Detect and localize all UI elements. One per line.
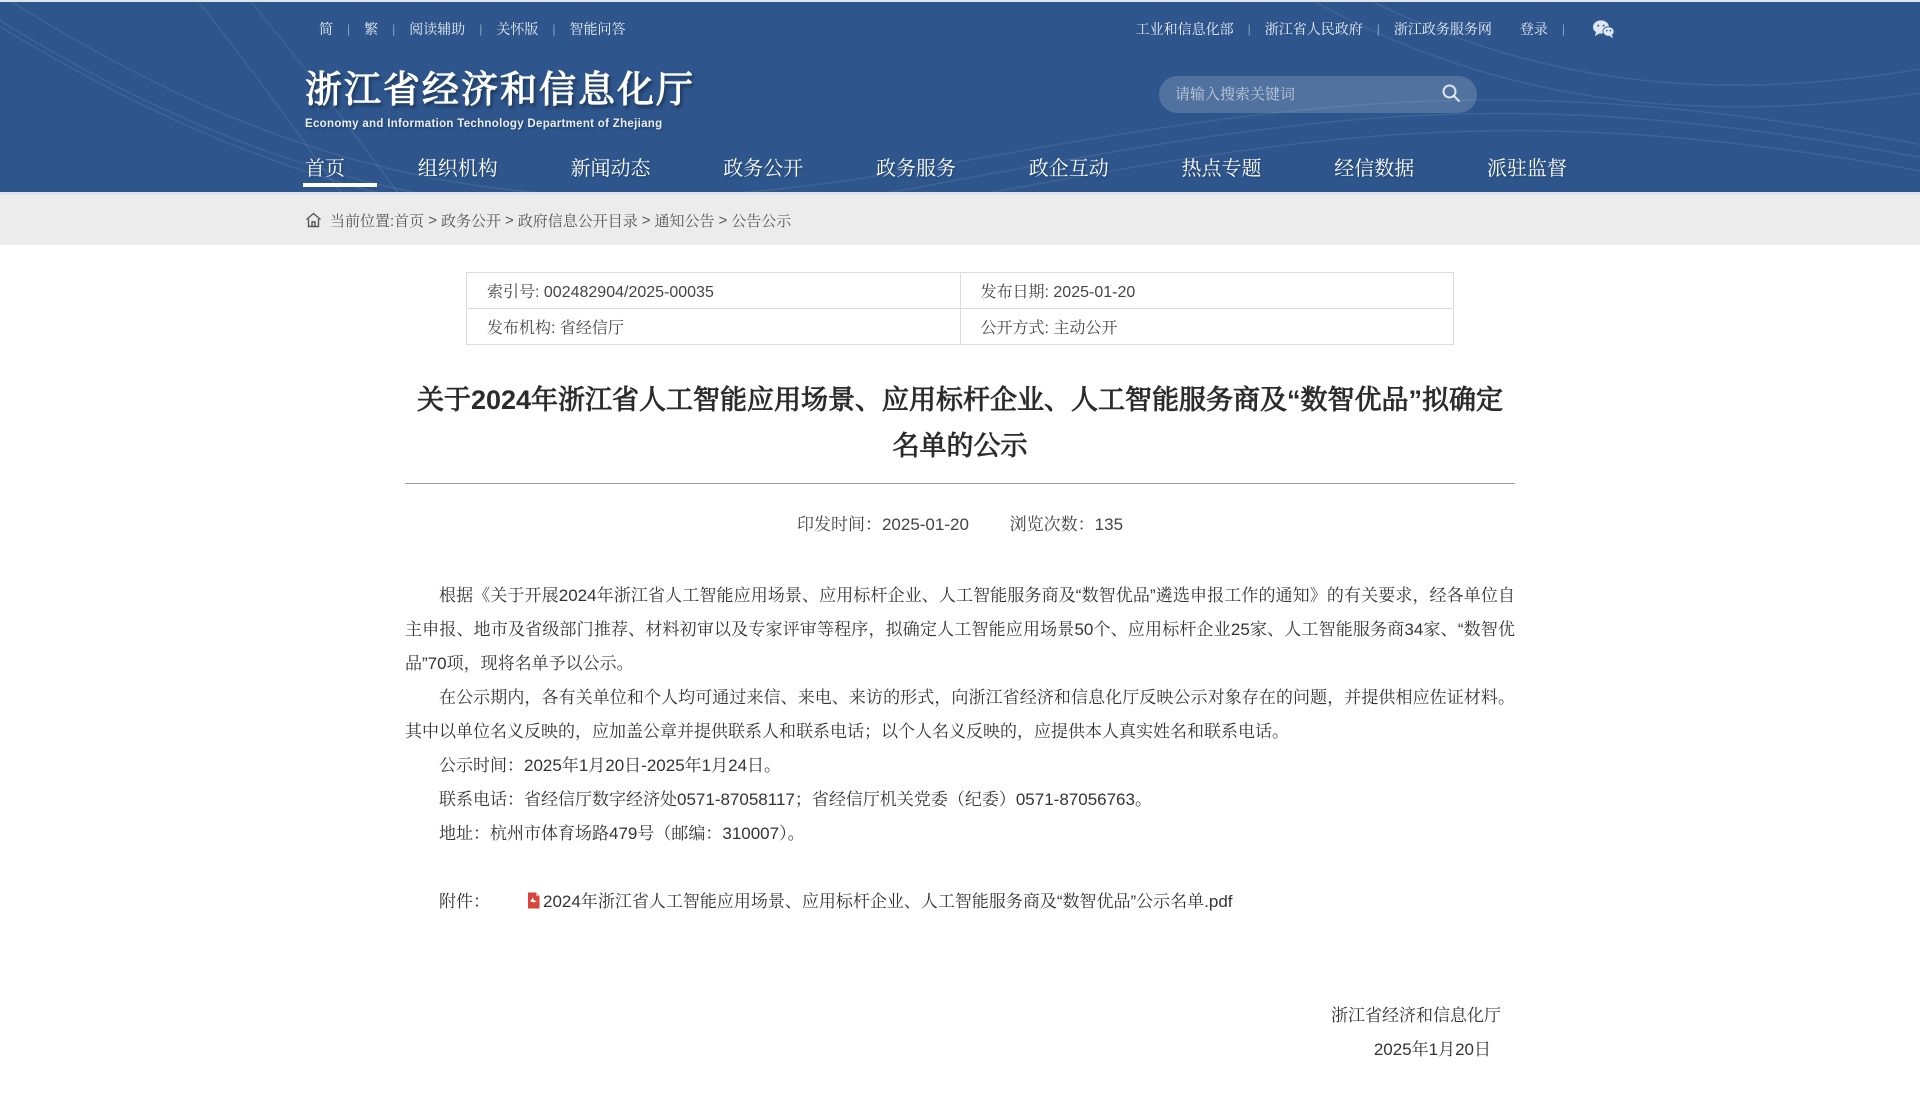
meta-cell-pub-date — [960, 273, 1454, 309]
attachment-label: 附件： — [439, 892, 490, 911]
login-link[interactable]: 登录 — [1519, 21, 1548, 37]
nav-item-gov-disclosure[interactable]: 政务公开 — [723, 157, 804, 180]
meta-value: 主动公开 — [1053, 320, 1118, 337]
doc-meta-line — [405, 510, 1515, 535]
meta-cell-open-mode — [960, 309, 1454, 345]
attachment-link[interactable]: 2024年浙江省人工智能应用场景、应用标杆企业、人工智能服务商及“数智优品”公示名单.pdf — [543, 892, 1233, 911]
signature-block — [405, 999, 1515, 1067]
table-row — [467, 309, 1454, 345]
article-body — [405, 579, 1515, 1067]
signature-org: 浙江省经济和信息化厅 — [1331, 1006, 1501, 1025]
site-subtitle: Economy and Information Technology Department of Zhejiang — [305, 117, 663, 130]
nav-item-data[interactable]: 经信数据 — [1334, 157, 1415, 180]
article-content — [405, 272, 1515, 1107]
view-count: 浏览次数：135 — [1009, 515, 1124, 534]
breadcrumb-separator: > — [718, 211, 728, 229]
nav-item-organization[interactable]: 组织机构 — [417, 157, 498, 180]
meta-label: 发布机构: — [487, 320, 556, 337]
site-header — [0, 0, 1920, 192]
main-nav — [305, 140, 1567, 192]
home-icon — [305, 212, 322, 228]
meta-label: 索引号: — [487, 284, 540, 301]
nav-item-supervision[interactable]: 派驻监督 — [1487, 157, 1567, 180]
nav-item-gov-enterprise[interactable]: 政企互动 — [1028, 157, 1109, 180]
topbar-separator: | — [1561, 22, 1565, 36]
pdf-icon — [492, 887, 541, 921]
topbar-link-reading-aid[interactable]: 阅读辅助 — [409, 21, 466, 37]
topbar-separator: | — [392, 22, 396, 36]
breadcrumb-bar — [0, 192, 1920, 245]
topbar — [305, 10, 1615, 48]
meta-value: 省经信厅 — [559, 320, 624, 337]
breadcrumb-announcements[interactable]: 公告公示 — [731, 212, 792, 230]
site-logo[interactable] — [305, 59, 695, 130]
nav-item-news[interactable]: 新闻动态 — [570, 157, 651, 180]
meta-label: 公开方式: — [980, 320, 1049, 337]
wechat-icon[interactable] — [1591, 19, 1615, 39]
topbar-left-links — [305, 19, 640, 39]
nav-item-gov-services[interactable]: 政务服务 — [876, 157, 956, 180]
topbar-link-zj-gov[interactable]: 浙江省人民政府 — [1264, 21, 1363, 37]
document-meta-table — [466, 272, 1454, 345]
search-input[interactable] — [1175, 86, 1441, 103]
paragraph: 根据《关于开展2024年浙江省人工智能应用场景、应用标杆企业、人工智能服务商及“数智优品”遴选申报工作的通知》的有关要求，经各单位自主申报、地市及省级部门推荐、材料初审以及专家评审等程序，拟确定人工智能应用场景50个、应用标杆企业25家、人工智能服务商34家、“数智优品”70项，现将名单予以公示。 — [405, 586, 1515, 673]
print-time: 印发时间：2025-01-20 — [796, 515, 969, 534]
search-icon — [1441, 83, 1461, 106]
topbar-separator: | — [1247, 22, 1251, 36]
topbar-link-care-version[interactable]: 关怀版 — [496, 21, 539, 37]
site-title: 浙江省经济和信息化厅 — [305, 68, 695, 110]
breadcrumb-home[interactable]: 首页 — [394, 212, 425, 230]
search-button[interactable] — [1441, 83, 1461, 106]
meta-value: 2025-01-20 — [1053, 284, 1136, 301]
topbar-link-zj-service[interactable]: 浙江政务服务网 — [1393, 21, 1492, 37]
table-row — [467, 273, 1454, 309]
contact-line: 联系电话：省经信厅数字经济处0571-87058117；省经信厅机关党委（纪委）0571-87056763。 — [439, 790, 1152, 809]
topbar-link-smart-qa[interactable]: 智能问答 — [569, 21, 626, 37]
breadcrumb-gov-disclosure[interactable]: 政务公开 — [440, 212, 501, 230]
topbar-separator: | — [347, 22, 351, 36]
meta-label: 发布日期: — [980, 284, 1049, 301]
attachment-row — [405, 885, 1515, 921]
breadcrumb-prefix: 当前位置: — [330, 212, 395, 230]
topbar-separator: | — [552, 22, 556, 36]
address-line: 地址：杭州市体育场路479号（邮编：310007）。 — [439, 824, 805, 843]
search-box — [1159, 76, 1477, 113]
meta-cell-pub-org — [467, 309, 961, 345]
breadcrumb-separator: > — [504, 211, 514, 229]
breadcrumb-info-directory[interactable]: 政府信息公开目录 — [517, 212, 638, 230]
breadcrumb-notices[interactable]: 通知公告 — [654, 212, 715, 230]
topbar-right-links — [1122, 19, 1615, 39]
nav-item-home[interactable]: 首页 — [305, 140, 345, 192]
signature-date: 2025年1月20日 — [1373, 1040, 1491, 1059]
topbar-separator: | — [1376, 22, 1380, 36]
meta-value: 002482904/2025-00035 — [543, 284, 714, 301]
nav-item-hot-topics[interactable]: 热点专题 — [1181, 157, 1262, 180]
topbar-separator: | — [479, 22, 483, 36]
page-title: 关于2024年浙江省人工智能应用场景、应用标杆企业、人工智能服务商及“数智优品”拟确定名单的公示 — [416, 385, 1504, 461]
paragraph: 在公示期内，各有关单位和个人均可通过来信、来电、来访的形式，向浙江省经济和信息化厅反映公示对象存在的问题，并提供相应佐证材料。其中以单位名义反映的，应加盖公章并提供联系人和联系电话；以个人名义反映的，应提供本人真实姓名和联系电话。 — [405, 688, 1515, 741]
topbar-link-miit[interactable]: 工业和信息化部 — [1135, 21, 1234, 37]
breadcrumb — [305, 195, 1615, 245]
publicity-period: 公示时间：2025年1月20日-2025年1月24日。 — [439, 756, 782, 775]
topbar-link-traditional[interactable]: 繁 — [364, 21, 379, 37]
title-divider — [405, 483, 1515, 484]
topbar-link-simplified[interactable]: 简 — [319, 21, 333, 37]
logo-row — [305, 48, 1615, 140]
meta-cell-index — [467, 273, 961, 309]
breadcrumb-separator: > — [428, 211, 437, 229]
breadcrumb-separator: > — [641, 211, 651, 229]
